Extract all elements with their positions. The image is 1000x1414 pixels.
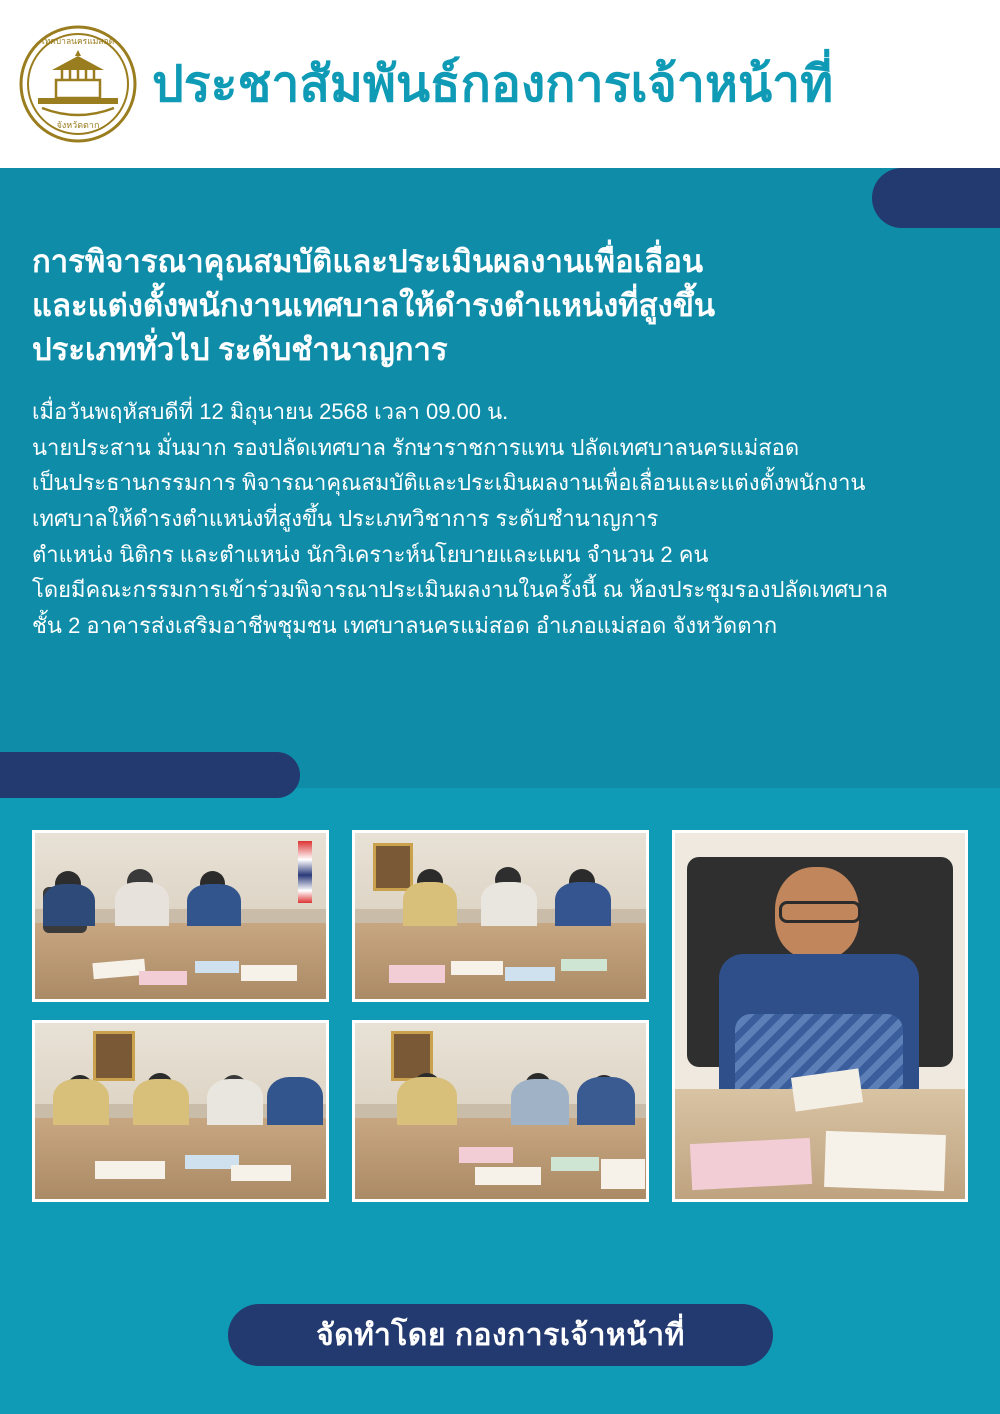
svg-text:เทศบาลนครแม่สอด: เทศบาลนครแม่สอด: [41, 36, 115, 46]
page-footer: [0, 1284, 1000, 1414]
headline-line: ประเภททั่วไป ระดับชำนาญการ: [32, 332, 448, 368]
body-line: โดยมีคณะกรรมการเข้าร่วมพิจารณาประเมินผลงานในครั้งนี้ ณ ห้องประชุมรองปลัดเทศบาล: [32, 577, 888, 603]
photo-gallery: [0, 830, 1000, 1250]
article-headline: [32, 240, 962, 372]
body-line: เมื่อวันพฤหัสบดีที่ 12 มิถุนายน 2568 เวลา 09.00 น.: [32, 399, 509, 425]
headline-line: และแต่งตั้งพนักงานเทศบาลให้ดำรงตำแหน่งที่สูงขึ้น: [32, 288, 716, 324]
body-line: ตำแหน่ง นิติกร และตำแหน่ง นักวิเคราะห์นโยบายและแผน จำนวน 2 คน: [32, 541, 709, 567]
footer-credit-pill: [228, 1304, 773, 1366]
body-line: เป็นประธานกรรมการ พิจารณาคุณสมบัติและประเมินผลงานเพื่อเลื่อนและแต่งตั้งพนักงาน: [32, 470, 866, 496]
svg-text:จังหวัดตาก: จังหวัดตาก: [56, 120, 100, 130]
photo-meeting-table-4: [352, 1020, 649, 1202]
photo-chairman-reviewing-documents: [672, 830, 968, 1202]
footer-credit-text: จัดทำโดย กองการเจ้าหน้าที่: [316, 1318, 685, 1352]
photo-meeting-table-3: [32, 1020, 329, 1202]
body-line: นายประสาน มั่นมาก รองปลัดเทศบาล รักษาราชการแทน ปลัดเทศบาลนครแม่สอด: [32, 434, 800, 460]
body-line: เทศบาลให้ดำรงตำแหน่งที่สูงขึ้น ประเภทวิชาการ ระดับชำนาญการ: [32, 505, 659, 531]
article-body: [32, 394, 962, 643]
article-content: [32, 240, 962, 643]
page-header: [0, 0, 1000, 168]
photo-meeting-table-2: [352, 830, 649, 1002]
body-line: ชั้น 2 อาคารส่งเสริมอาชีพชุมชน เทศบาลนครแม่สอด อำเภอแม่สอด จังหวัดตาก: [32, 612, 778, 638]
decor-navy-strip: [0, 752, 300, 798]
page-title: ประชาสัมพันธ์กองการเจ้าหน้าที่: [152, 55, 834, 112]
headline-line: การพิจารณาคุณสมบัติและประเมินผลงานเพื่อเลื่อน: [32, 244, 704, 279]
municipal-seal-icon: [18, 24, 138, 144]
decor-navy-tab: [872, 168, 1000, 228]
photo-meeting-table-1: [32, 830, 329, 1002]
